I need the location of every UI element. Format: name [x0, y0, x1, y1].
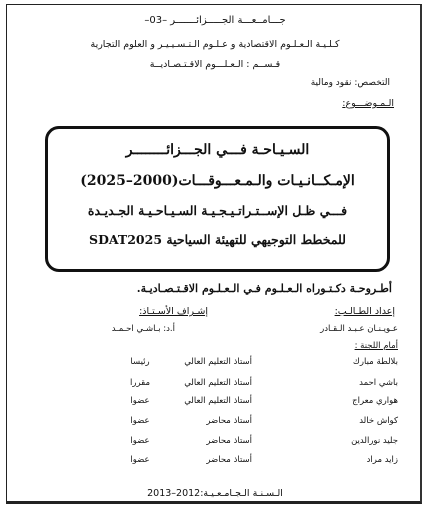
member-name: زايد مراد: [366, 455, 398, 465]
title-line-4: للمخطط التوجيهي للتهيئة السياحية SDAT2025: [89, 232, 346, 247]
academic-year: الـسـنـة الـجـامـعـيـة:2012–2013: [147, 488, 283, 499]
committee-row: [0, 396, 430, 410]
title-line-2: الإمـكــانـيـات والـمـعـــوقـــات(2000–2025): [80, 173, 355, 189]
subject-label: الـمـوضـــوع:: [342, 98, 394, 109]
member-rank: أستاذ محاضر: [206, 436, 252, 446]
specialty: التخصص: نقود ومالية: [310, 78, 390, 88]
committee-row: [0, 455, 430, 469]
title-line-3: فـــي ظـل الإســتـراتـيـجـيـة السـيـاحـيـة الجـديـدة: [87, 203, 348, 218]
member-rank: أستاذ التعليم العالي: [184, 357, 252, 367]
member-rank: أستاذ التعليم العالي: [184, 396, 252, 406]
committee-row: [0, 357, 430, 371]
faculty-name: كـلـيـة الـعـلـوم الاقتصادية و عـلـوم الـتـسـيـيـر و العلوم التجارية: [90, 39, 340, 50]
supervised-by-label: إشـراف الأسـتـاذ:: [139, 306, 208, 317]
student-name: عـويـنـان عـبـد الـقـادر: [320, 324, 398, 334]
member-role: عضوا: [130, 455, 150, 465]
member-name: جليد نورالدين: [351, 436, 398, 446]
committee-row: [0, 378, 430, 392]
title-box: [45, 126, 390, 272]
member-role: رئيسا: [130, 357, 150, 367]
supervisor-name: أ.د: بـاشـي احـمـد: [111, 324, 175, 334]
member-role: مقررا: [129, 378, 150, 388]
member-name: كواش خالد: [359, 416, 398, 426]
member-role: عضوا: [130, 436, 150, 446]
prepared-by-label: إعداد الطـالـب:: [334, 306, 395, 317]
member-rank: أستاذ التعليم العالي: [184, 378, 252, 388]
committee-label: أمام اللجنة :: [354, 341, 398, 351]
committee-row: [0, 416, 430, 430]
member-role: عضوا: [130, 396, 150, 406]
member-rank: أستاذ محاضر: [206, 416, 252, 426]
university-name: جـــامــعـــة الجـــــزائـــــــر –03–: [144, 15, 286, 26]
member-name: باشي احمد: [359, 378, 398, 388]
committee-row: [0, 436, 430, 450]
member-name: هواري معراج: [352, 396, 398, 406]
title-line-1: السـيـاحـة فـــي الجـــزائــــــــر: [125, 142, 310, 158]
department-name: قـســم : الـعـلـــوم الاقـتـصـاديــة: [149, 59, 281, 70]
thesis-type: أطـروحـة دكـتـوراه الـعـلـوم فـي الـعـلـوم الاقـتـصـاديـة.: [136, 282, 392, 295]
member-name: بلالطة مبارك: [352, 357, 398, 367]
member-rank: أستاذ محاضر: [206, 455, 252, 465]
member-role: عضوا: [130, 416, 150, 426]
